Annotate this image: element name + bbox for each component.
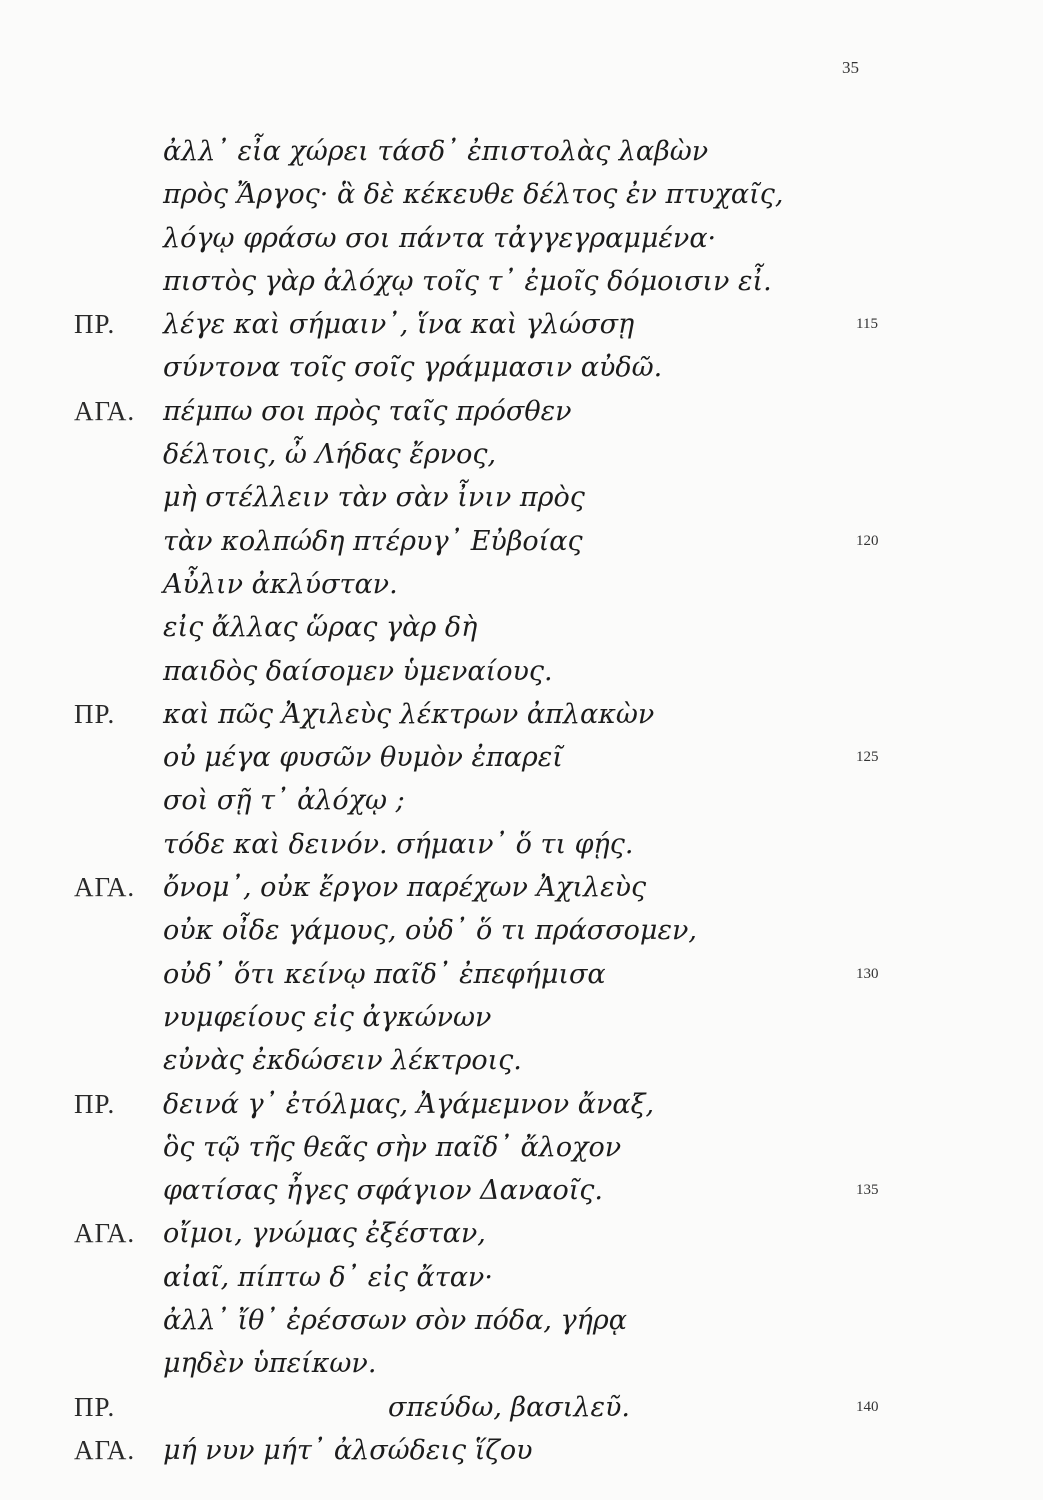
verse-line (0, 779, 1043, 822)
speaker-label: ΠΡ. (74, 309, 116, 340)
speaker-label: ΑΓΑ. (74, 1434, 136, 1465)
verse-line (0, 693, 1043, 736)
verse-line (0, 1083, 1043, 1126)
speaker-label: ΑΓΑ. (74, 872, 136, 903)
verse-text: καὶ πῶς Ἀχιλεὺς λέκτρων ἀπλακὼν (163, 698, 655, 730)
line-number: 140 (856, 1398, 879, 1415)
verse-text: εἰς ἄλλας ὥρας γὰρ δὴ (163, 612, 478, 644)
verse-text: οὐκ οἶδε γάμους, οὐδ᾽ ὅ τι πράσσομεν, (163, 915, 697, 947)
verse-text: λέγε καὶ σήμαιν᾽, ἵνα καὶ γλώσσῃ (163, 309, 635, 341)
speaker-label: ΠΡ. (74, 1391, 116, 1422)
verse-line (0, 433, 1043, 476)
speaker-label: ΑΓΑ. (74, 1218, 136, 1249)
verse-text: παιδὸς δαίσομεν ὑμεναίους. (163, 655, 553, 687)
verse-line (0, 1256, 1043, 1299)
verse-line (0, 996, 1043, 1039)
verse-text: οὐδ᾽ ὅτι κείνῳ παῖδ᾽ ἐπεφήμισα (163, 958, 606, 990)
verse-line (0, 736, 1043, 779)
verse-text: σπεύδω, βασιλεῦ. (388, 1391, 630, 1423)
verse-line (0, 1386, 1043, 1429)
verse-text: οἴμοι, γνώμας ἐξέσταν, (163, 1218, 486, 1250)
verse-line (0, 520, 1043, 563)
verse-lines (0, 130, 1043, 1472)
verse-text: τὰν κολπώδη πτέρυγ᾽ Εὐβοίας (163, 525, 583, 557)
verse-text: δέλτοις, ὦ Λήδας ἔρνος, (163, 439, 497, 471)
verse-line (0, 1429, 1043, 1472)
verse-line (0, 823, 1043, 866)
verse-text: ὃς τῷ τῆς θεᾶς σὴν παῖδ᾽ ἄλοχον (163, 1131, 622, 1163)
verse-line (0, 130, 1043, 173)
line-number: 130 (856, 965, 879, 982)
verse-line (0, 1039, 1043, 1082)
verse-line (0, 173, 1043, 216)
verse-line (0, 953, 1043, 996)
verse-line (0, 476, 1043, 519)
verse-line (0, 606, 1043, 649)
line-number: 115 (856, 316, 878, 333)
verse-line (0, 1212, 1043, 1255)
verse-text: τόδε καὶ δεινόν. σήμαιν᾽ ὅ τι φῄς. (163, 828, 634, 860)
verse-text: μὴ στέλλειν τὰν σὰν ἶνιν πρὸς (163, 482, 585, 514)
line-number: 125 (856, 749, 879, 766)
page-number: 35 (842, 58, 859, 77)
verse-text: λόγῳ φράσω σοι πάντα τἀγγεγραμμένα· (163, 222, 717, 254)
verse-line (0, 1169, 1043, 1212)
verse-line (0, 909, 1043, 952)
line-number: 135 (856, 1182, 879, 1199)
verse-text: ἀλλ᾽ ἴθ᾽ ἐρέσσων σὸν πόδα, γήρᾳ (163, 1305, 627, 1337)
verse-text: πέμπω σοι πρὸς ταῖς πρόσθεν (163, 395, 572, 427)
verse-text: πιστὸς γὰρ ἀλόχῳ τοῖς τ᾽ ἐμοῖς δόμοισιν εἶ. (163, 265, 772, 297)
verse-line (0, 217, 1043, 260)
verse-text: φατίσας ἦγες σφάγιον Δαναοῖς. (163, 1175, 604, 1207)
verse-text: μή νυν μήτ᾽ ἀλσώδεις ἵζου (163, 1434, 533, 1466)
verse-text: εὐνὰς ἐκδώσειν λέκτροις. (163, 1045, 522, 1077)
verse-text: αἰαῖ, πίπτω δ᾽ εἰς ἄταν· (163, 1261, 493, 1293)
verse-text: δεινά γ᾽ ἐτόλμας, Ἀγάμεμνον ἄναξ, (163, 1088, 655, 1120)
verse-text: οὐ μέγα φυσῶν θυμὸν ἐπαρεῖ (163, 742, 563, 774)
verse-line (0, 260, 1043, 303)
verse-text: Αὖλιν ἀκλύσταν. (163, 568, 398, 600)
speaker-label: ΑΓΑ. (74, 395, 136, 426)
verse-line (0, 1126, 1043, 1169)
verse-line (0, 866, 1043, 909)
line-number: 120 (856, 532, 879, 549)
verse-text: σύντονα τοῖς σοῖς γράμμασιν αὐδῶ. (163, 352, 663, 384)
verse-line (0, 390, 1043, 433)
verse-line (0, 303, 1043, 346)
verse-text: σοὶ σῇ τ᾽ ἀλόχῳ ; (163, 785, 405, 817)
verse-text: ὄνομ᾽, οὐκ ἔργον παρέχων Ἀχιλεὺς (163, 872, 647, 904)
speaker-label: ΠΡ. (74, 1088, 116, 1119)
verse-line (0, 1342, 1043, 1385)
verse-line (0, 1299, 1043, 1342)
verse-text: μηδὲν ὑπείκων. (163, 1348, 377, 1380)
verse-text: ἀλλ᾽ εἶα χώρει τάσδ᾽ ἐπιστολὰς λαβὼν (163, 136, 709, 167)
verse-line (0, 650, 1043, 693)
verse-text: πρὸς Ἄργος· ἃ δὲ κέκευθε δέλτος ἐν πτυχαῖς, (163, 179, 784, 211)
verse-line (0, 346, 1043, 389)
speaker-label: ΠΡ. (74, 698, 116, 729)
verse-line (0, 563, 1043, 606)
verse-text: νυμφείους εἰς ἀγκώνων (163, 1001, 492, 1033)
